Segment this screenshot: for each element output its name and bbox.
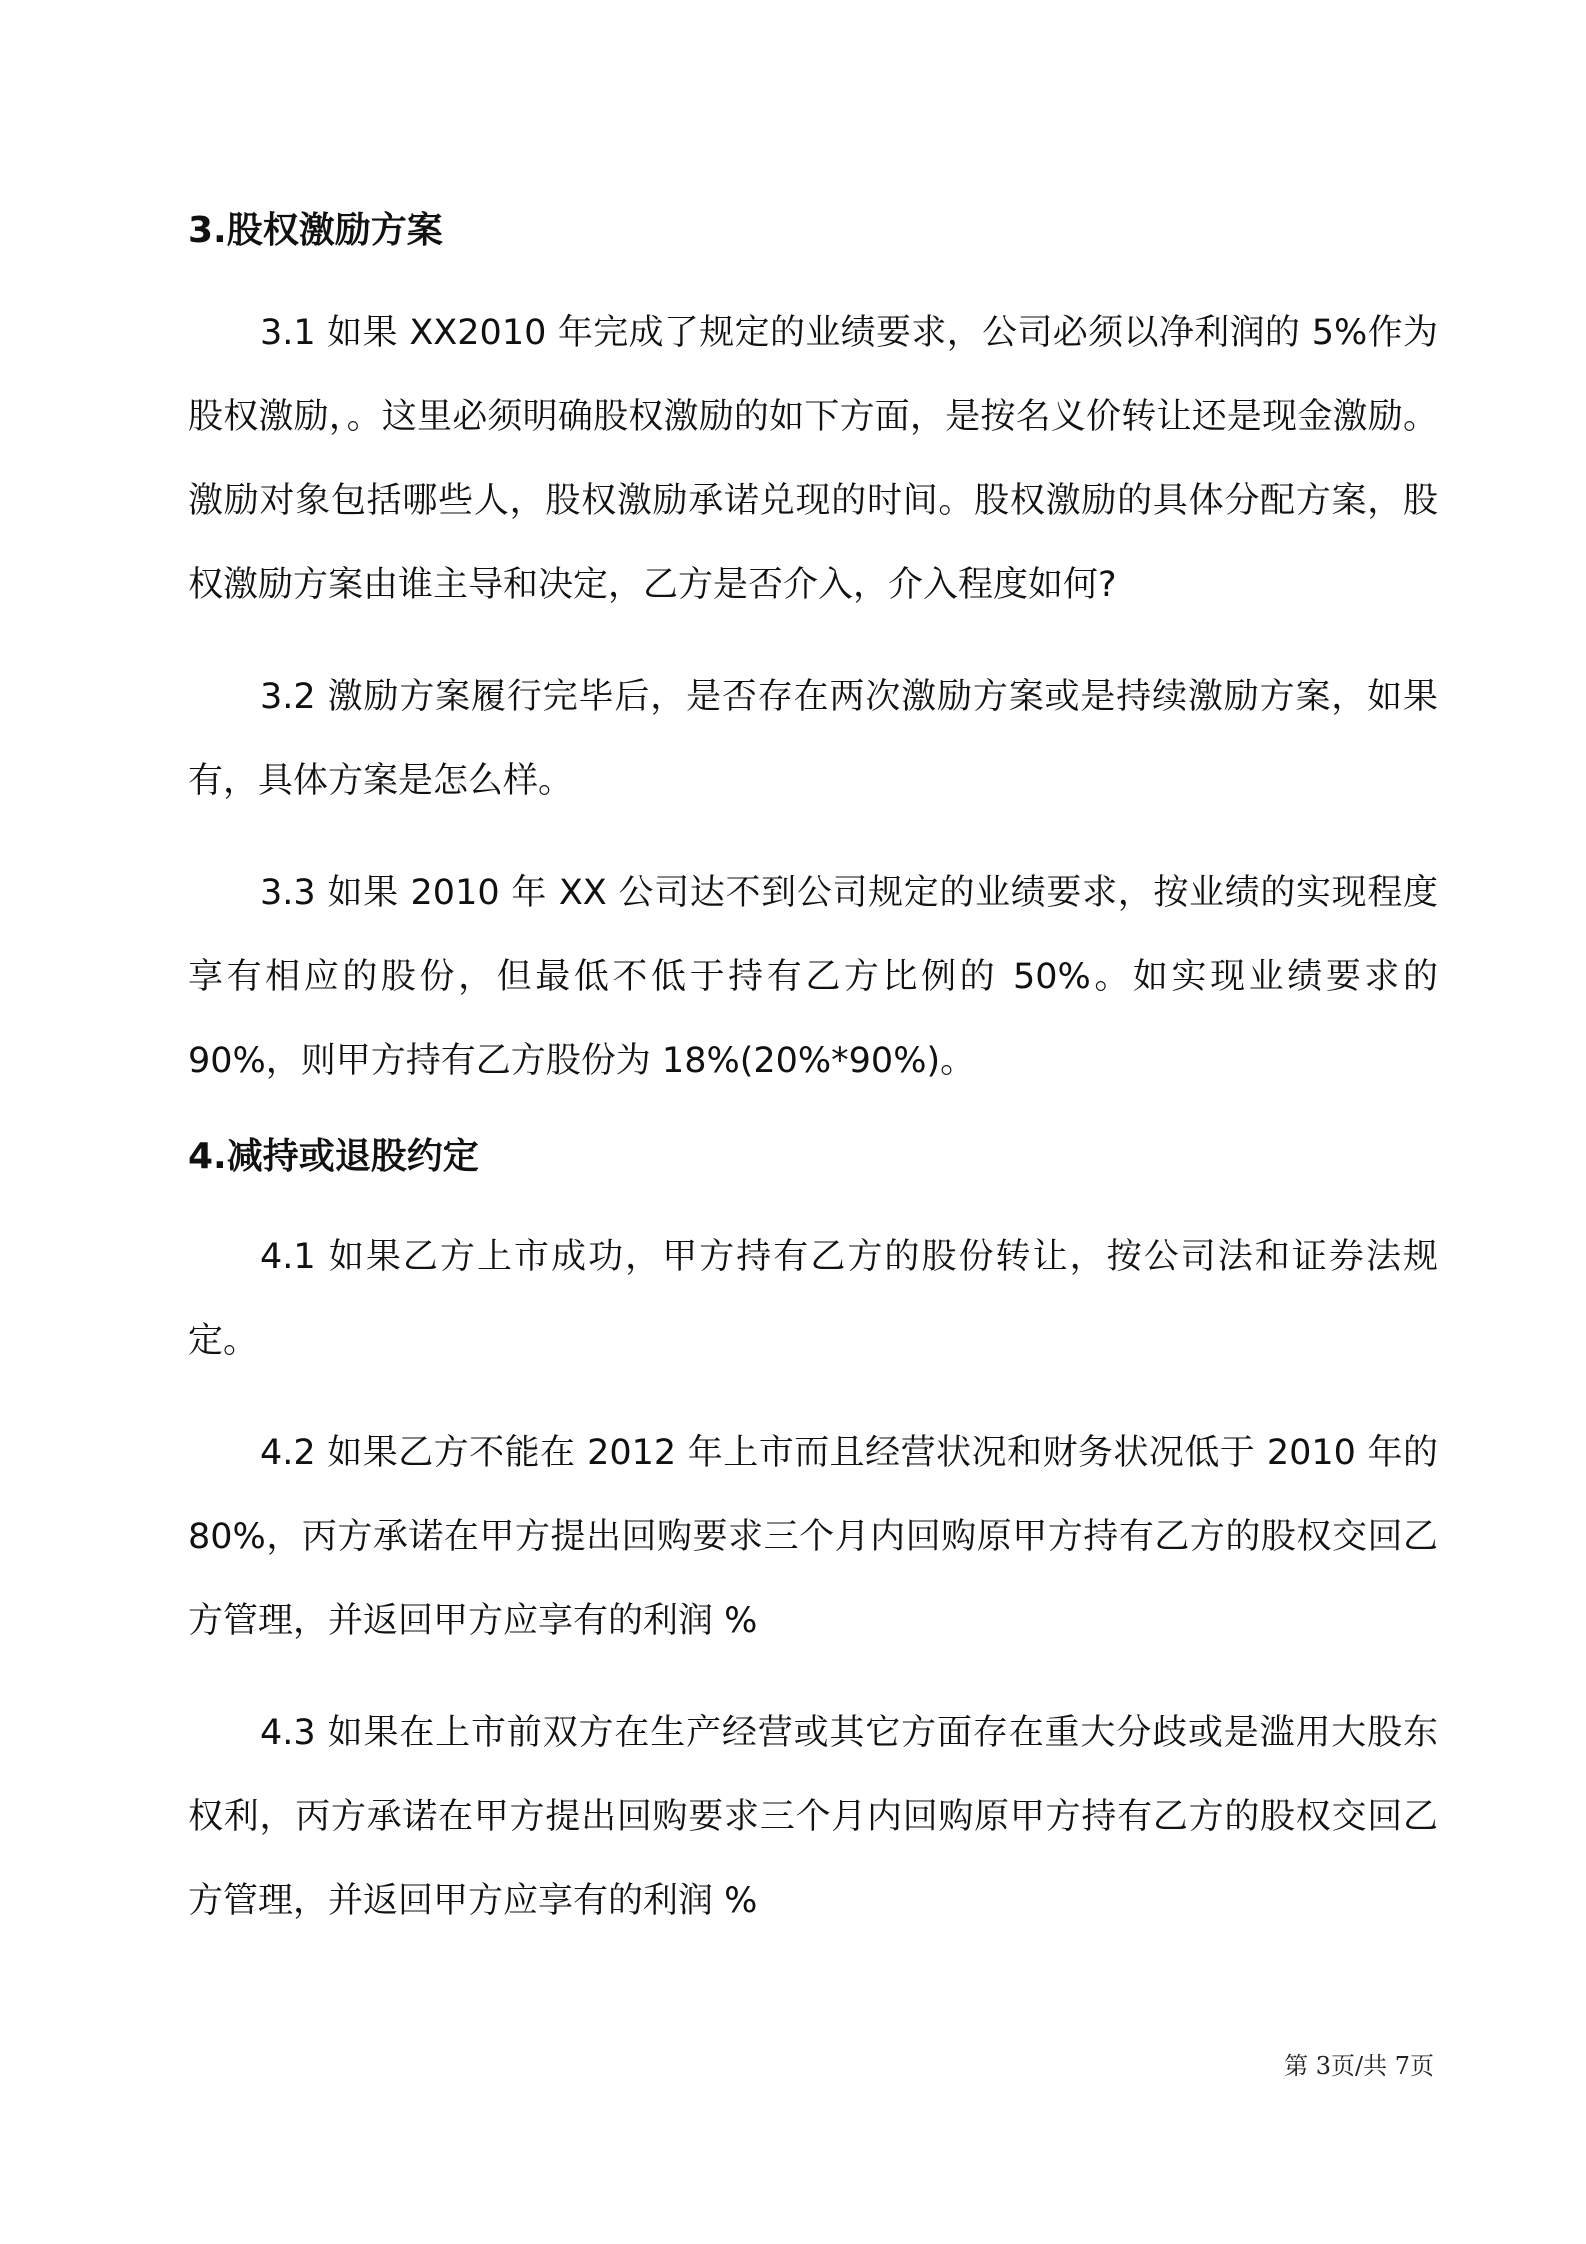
clause-3-2: 3.2 激励方案履行完毕后，是否存在两次激励方案或是持续激励方案，如果有，具体方案是怎么样。 xyxy=(188,677,1438,801)
document-body xyxy=(188,195,1438,1943)
clause-3-3: 3.3 如果 2010 年 XX 公司达不到公司规定的业绩要求，按业绩的实现程度享有相应的股份，但最低不低于持有乙方比例的 50%。如实现业绩要求的 90%，则甲方持有乙方股份为 18%(20%*90%)。 xyxy=(188,873,1438,1081)
clause-4-1: 4.1 如果乙方上市成功，甲方持有乙方的股份转让，按公司法和证券法规定。 xyxy=(188,1237,1438,1361)
page-number: 第 3页/共 7页 xyxy=(1284,2052,1434,2080)
clause-4-3: 4.3 如果在上市前双方在生产经营或其它方面存在重大分歧或是滥用大股东权利，丙方承诺在甲方提出回购要求三个月内回购原甲方持有乙方的股权交回乙方管理，并返回甲方应享有的利润 % xyxy=(188,1713,1438,1921)
clause-4-2: 4.2 如果乙方不能在 2012 年上市而且经营状况和财务状况低于 2010 年的 80%，丙方承诺在甲方提出回购要求三个月内回购原甲方持有乙方的股权交回乙方管理，并返回甲方应享有的利润 % xyxy=(188,1433,1438,1641)
clause-3-1: 3.1 如果 XX2010 年完成了规定的业绩要求，公司必须以净利润的 5%作为股权激励，。这里必须明确股权激励的如下方面，是按名义价转让还是现金激励。激励对象包括哪些人，股权激励承诺兑现的时间。股权激励的具体分配方案，股权激励方案由谁主导和决定，乙方是否介入，介入程度如何? xyxy=(188,313,1438,605)
section-heading-equity-incentive: 3.股权激励方案 xyxy=(188,210,443,251)
section-heading-reduction-withdrawal: 4.减持或退股约定 xyxy=(188,1136,479,1177)
